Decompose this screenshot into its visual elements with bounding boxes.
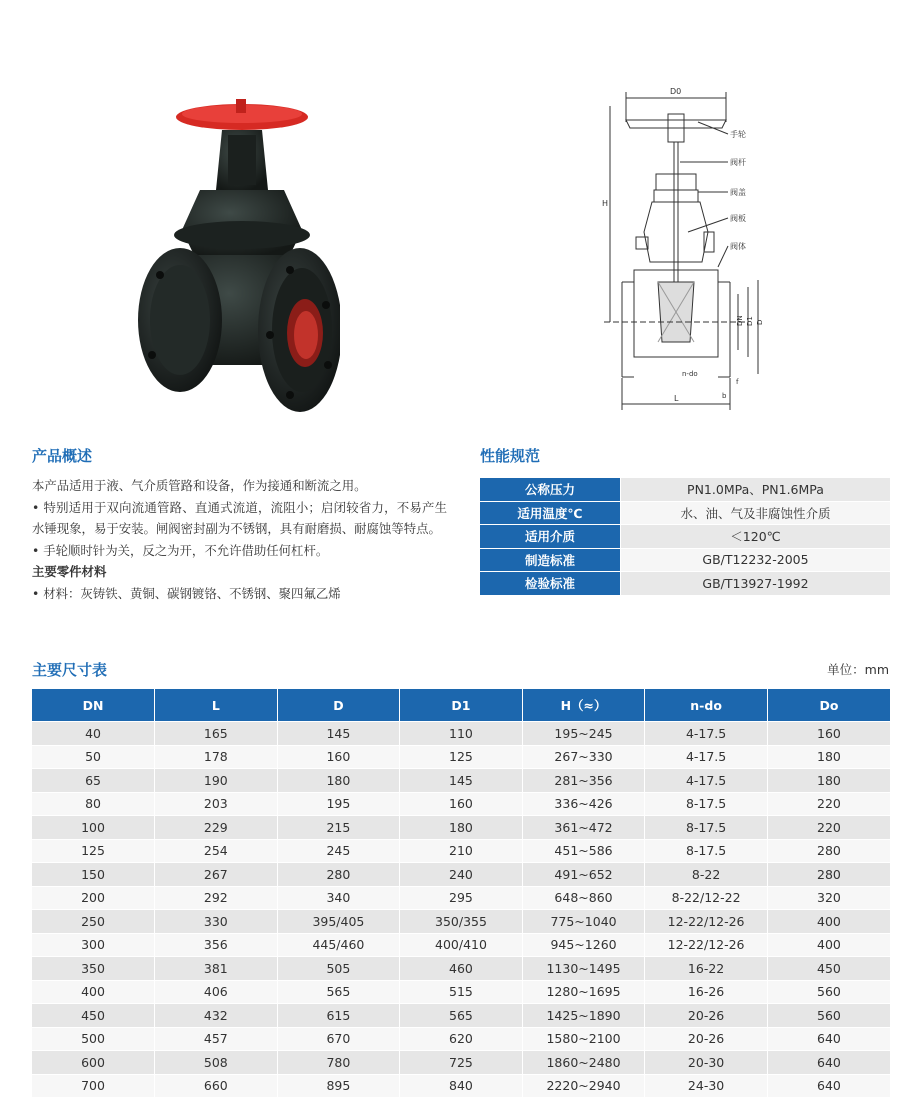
table-row (32, 886, 890, 910)
table-row (32, 910, 890, 934)
table-cell: 125 (32, 839, 155, 863)
table-row (32, 957, 890, 981)
schematic-d1-label: D1 (746, 316, 754, 326)
table-cell: 320 (767, 886, 890, 910)
table-cell: 203 (155, 792, 278, 816)
table-cell: 180 (767, 745, 890, 769)
spec-row (480, 478, 890, 502)
table-cell: 2220~2940 (522, 1074, 645, 1097)
table-cell: 400 (767, 933, 890, 957)
table-row (32, 839, 890, 863)
table-cell: 292 (155, 886, 278, 910)
table-cell: 8-22 (645, 863, 768, 887)
table-cell: 12-22/12-26 (645, 933, 768, 957)
table-cell: 620 (400, 1027, 523, 1051)
spec-row (480, 501, 890, 525)
table-cell: 1130~1495 (522, 957, 645, 981)
spec-label: 适用温度℃ (480, 501, 621, 525)
table-cell: 125 (400, 745, 523, 769)
table-row (32, 933, 890, 957)
table-cell: 640 (767, 1051, 890, 1075)
table-cell: 505 (277, 957, 400, 981)
table-cell: 180 (767, 769, 890, 793)
table-cell: 254 (155, 839, 278, 863)
overview-title: 产品概述 (32, 447, 93, 465)
spec-label: 适用介质 (480, 525, 621, 549)
spec-row (480, 572, 890, 595)
spec-value: GB/T13927-1992 (621, 572, 891, 595)
table-cell: 491~652 (522, 863, 645, 887)
table-cell: 350/355 (400, 910, 523, 934)
schematic-dn-label: DN (736, 315, 744, 326)
table-row (32, 722, 890, 746)
table-cell: 180 (277, 769, 400, 793)
table-cell: 12-22/12-26 (645, 910, 768, 934)
table-cell: 40 (32, 722, 155, 746)
gate-valve-photo (130, 95, 340, 420)
table-cell: 160 (400, 792, 523, 816)
dims-title: 主要尺寸表 (32, 661, 108, 679)
schematic-f-label: f (736, 378, 739, 386)
column-header: Do (767, 689, 890, 722)
table-cell: 457 (155, 1027, 278, 1051)
table-cell: 670 (277, 1027, 400, 1051)
table-cell: 178 (155, 745, 278, 769)
table-cell: 150 (32, 863, 155, 887)
table-row (32, 1027, 890, 1051)
schematic-l-label: L (674, 394, 679, 403)
valve-schematic (598, 82, 768, 417)
materials-line: • 材料：灰铸铁、黄铜、碳钢镀铬、不锈钢、聚四氟乙烯 (32, 585, 341, 601)
table-cell: 160 (767, 722, 890, 746)
overview-text (32, 475, 447, 605)
table-cell: 65 (32, 769, 155, 793)
schematic-body-label: 阀体 (730, 242, 746, 251)
table-row (32, 980, 890, 1004)
table-cell: 160 (277, 745, 400, 769)
table-row (32, 792, 890, 816)
table-row (32, 1074, 890, 1097)
table-cell: 400/410 (400, 933, 523, 957)
table-cell: 340 (277, 886, 400, 910)
spec-label: 检验标准 (480, 572, 621, 595)
table-cell: 267~330 (522, 745, 645, 769)
table-cell: 280 (767, 863, 890, 887)
table-cell: 560 (767, 1004, 890, 1028)
table-cell: 565 (400, 1004, 523, 1028)
spec-value: GB/T12232-2005 (621, 548, 891, 572)
table-cell: 1425~1890 (522, 1004, 645, 1028)
table-row (32, 1051, 890, 1075)
table-cell: 560 (767, 980, 890, 1004)
table-row (32, 816, 890, 840)
table-cell: 195 (277, 792, 400, 816)
schematic-d-label: D (756, 319, 764, 325)
table-cell: 16-26 (645, 980, 768, 1004)
table-cell: 250 (32, 910, 155, 934)
table-cell: 229 (155, 816, 278, 840)
dimension-table (32, 689, 890, 1097)
table-cell: 660 (155, 1074, 278, 1097)
table-row (32, 1004, 890, 1028)
table-cell: 400 (767, 910, 890, 934)
overview-line: • 特别适用于双向流通管路、直通式流道，流阻小；启闭较省力，不易产生水锤现象，易于安装。闸阀密封副为不锈钢，具有耐磨损、耐腐蚀等特点。 (32, 499, 447, 537)
column-header: DN (32, 689, 155, 722)
spec-value: 水、油、气及非腐蚀性介质 (621, 501, 891, 525)
table-cell: 8-17.5 (645, 839, 768, 863)
table-cell: 145 (400, 769, 523, 793)
table-cell: 20-26 (645, 1027, 768, 1051)
table-cell: 8-22/12-22 (645, 886, 768, 910)
table-cell: 280 (277, 863, 400, 887)
table-cell: 195~245 (522, 722, 645, 746)
table-cell: 220 (767, 792, 890, 816)
table-cell: 215 (277, 816, 400, 840)
spec-value: ＜120℃ (621, 525, 891, 549)
schematic-h-label: H (602, 199, 609, 208)
table-cell: 180 (400, 816, 523, 840)
table-cell: 895 (277, 1074, 400, 1097)
table-cell: 50 (32, 745, 155, 769)
schematic-b-label: b (722, 392, 727, 400)
schematic-ndo-label: n-do (682, 370, 698, 378)
table-row (32, 745, 890, 769)
table-cell: 945~1260 (522, 933, 645, 957)
table-cell: 1280~1695 (522, 980, 645, 1004)
table-cell: 615 (277, 1004, 400, 1028)
schematic-handwheel-label: 手轮 (730, 130, 746, 139)
spec-label: 公称压力 (480, 478, 621, 502)
table-cell: 700 (32, 1074, 155, 1097)
table-cell: 295 (400, 886, 523, 910)
table-cell: 4-17.5 (645, 769, 768, 793)
table-cell: 100 (32, 816, 155, 840)
schematic-d0-label: D0 (670, 87, 682, 96)
table-row (32, 863, 890, 887)
table-cell: 840 (400, 1074, 523, 1097)
spec-label: 制造标准 (480, 548, 621, 572)
overview-line: • 手轮顺时针为关，反之为开，不允许借助任何杠杆。 (32, 542, 329, 558)
table-cell: 508 (155, 1051, 278, 1075)
column-header: H（≈） (522, 689, 645, 722)
table-cell: 565 (277, 980, 400, 1004)
table-cell: 210 (400, 839, 523, 863)
table-cell: 4-17.5 (645, 722, 768, 746)
table-cell: 200 (32, 886, 155, 910)
table-cell: 280 (767, 839, 890, 863)
table-cell: 4-17.5 (645, 745, 768, 769)
table-cell: 395/405 (277, 910, 400, 934)
table-cell: 640 (767, 1074, 890, 1097)
table-cell: 381 (155, 957, 278, 981)
table-cell: 406 (155, 980, 278, 1004)
table-cell: 361~472 (522, 816, 645, 840)
table-cell: 336~426 (522, 792, 645, 816)
table-cell: 330 (155, 910, 278, 934)
schematic-disc-label: 阀板 (730, 214, 746, 223)
table-cell: 500 (32, 1027, 155, 1051)
table-cell: 432 (155, 1004, 278, 1028)
unit-label: 单位：mm (827, 662, 889, 677)
table-cell: 515 (400, 980, 523, 1004)
table-cell: 8-17.5 (645, 816, 768, 840)
spec-row (480, 525, 890, 549)
column-header: D1 (400, 689, 523, 722)
table-cell: 220 (767, 816, 890, 840)
table-cell: 780 (277, 1051, 400, 1075)
table-cell: 445/460 (277, 933, 400, 957)
table-cell: 80 (32, 792, 155, 816)
table-cell: 165 (155, 722, 278, 746)
schematic-bonnet-label: 阀盖 (730, 188, 746, 197)
table-cell: 8-17.5 (645, 792, 768, 816)
column-header: n-do (645, 689, 768, 722)
table-cell: 648~860 (522, 886, 645, 910)
column-header: L (155, 689, 278, 722)
table-cell: 300 (32, 933, 155, 957)
table-cell: 145 (277, 722, 400, 746)
table-cell: 110 (400, 722, 523, 746)
table-cell: 451~586 (522, 839, 645, 863)
table-cell: 460 (400, 957, 523, 981)
table-cell: 190 (155, 769, 278, 793)
table-cell: 281~356 (522, 769, 645, 793)
table-cell: 450 (767, 957, 890, 981)
table-cell: 245 (277, 839, 400, 863)
spec-title: 性能规范 (480, 447, 541, 465)
table-cell: 1580~2100 (522, 1027, 645, 1051)
table-cell: 240 (400, 863, 523, 887)
table-cell: 24-30 (645, 1074, 768, 1097)
table-cell: 20-26 (645, 1004, 768, 1028)
column-header: D (277, 689, 400, 722)
spec-value: PN1.0MPa、PN1.6MPa (621, 478, 891, 502)
table-cell: 267 (155, 863, 278, 887)
table-cell: 1860~2480 (522, 1051, 645, 1075)
table-cell: 350 (32, 957, 155, 981)
table-cell: 640 (767, 1027, 890, 1051)
table-cell: 16-22 (645, 957, 768, 981)
table-cell: 725 (400, 1051, 523, 1075)
schematic-stem-label: 阀杆 (730, 158, 746, 167)
materials-title: 主要零件材料 (32, 564, 107, 580)
table-cell: 20-30 (645, 1051, 768, 1075)
spec-table (480, 477, 890, 595)
table-cell: 600 (32, 1051, 155, 1075)
table-cell: 356 (155, 933, 278, 957)
spec-row (480, 548, 890, 572)
table-row (32, 769, 890, 793)
dimension-table-header (32, 689, 890, 722)
table-cell: 775~1040 (522, 910, 645, 934)
overview-line: 本产品适用于液、气介质管路和设备，作为接通和断流之用。 (32, 478, 367, 493)
table-cell: 450 (32, 1004, 155, 1028)
table-cell: 400 (32, 980, 155, 1004)
